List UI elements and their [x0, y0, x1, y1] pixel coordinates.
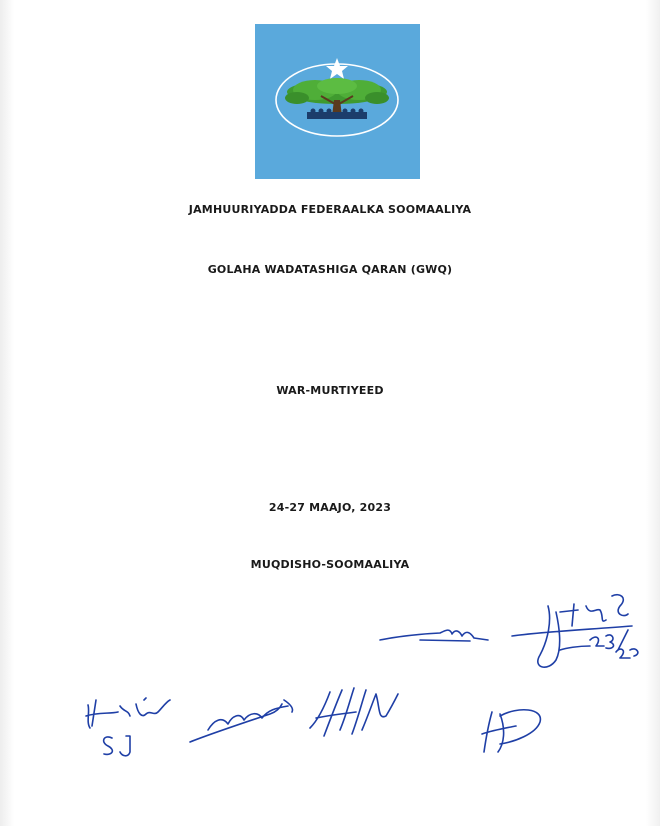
signature-4: [190, 700, 293, 742]
signature-6: [482, 710, 540, 752]
document-dates: 24-27 MAAJO, 2023: [268, 501, 392, 514]
republic-heading: JAMHUURIYADDA FEDERAALKA SOOMAALIYA: [188, 203, 472, 216]
document-title: WAR-MURTIYEED: [276, 384, 384, 397]
signature-2: [512, 595, 632, 667]
document-location: MUQDISHO-SOOMAALIYA: [250, 558, 410, 571]
signature-3-initials: [104, 736, 130, 756]
council-heading: GOLAHA WADATASHIGA QARAN (GWQ): [207, 263, 453, 276]
signature-2-date: [590, 630, 638, 658]
signature-5: [310, 688, 398, 736]
signature-3: [86, 698, 170, 728]
signature-1: [380, 630, 488, 641]
